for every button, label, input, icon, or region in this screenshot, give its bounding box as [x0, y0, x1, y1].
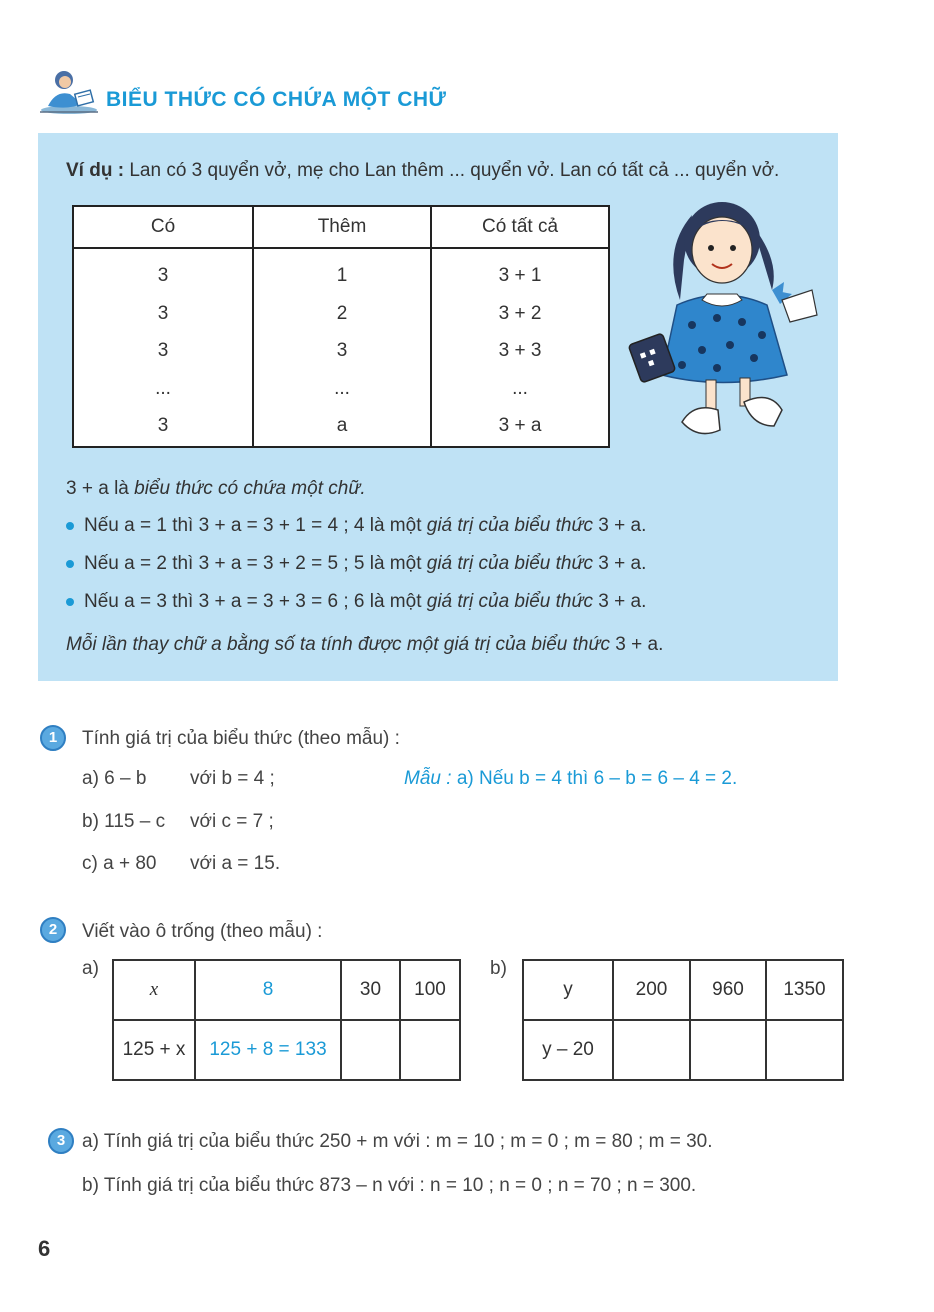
example-intro-text: Lan có 3 quyển vở, mẹ cho Lan thêm ... quyển vở. Lan có tất cả ... quyển vở.	[129, 160, 780, 181]
exercise-2b-table	[522, 959, 844, 1081]
cell-expression: y – 20	[523, 1020, 613, 1080]
cell: 3 + 1	[498, 265, 542, 286]
bullet-post: 3 + a.	[598, 591, 647, 612]
cell-value: 30	[341, 960, 400, 1020]
column-add	[253, 248, 431, 447]
table-row	[113, 1020, 460, 1080]
cell-value: 960	[690, 960, 766, 1020]
lesson-title: BIỂU THỨC CÓ CHỨA MỘT CHỮ	[106, 88, 447, 111]
bullet-post: 3 + a.	[598, 515, 647, 536]
definition-pre: 3 + a là	[66, 478, 129, 499]
exercise-1c-expr: c) a + 80	[82, 853, 157, 874]
bullet-item	[66, 515, 646, 537]
cell-value: 1350	[766, 960, 843, 1020]
answer-cell[interactable]	[613, 1020, 690, 1080]
example-table-row	[73, 248, 609, 447]
answer-cell[interactable]	[766, 1020, 843, 1080]
table-row	[523, 1020, 843, 1080]
bullet-pre: Nếu a = 1 thì 3 + a = 3 + 1 = 4 ; 4 là một	[84, 515, 422, 536]
cell-sample-result: 125 + 8 = 133	[195, 1020, 341, 1080]
exercise-1a-expr: a) 6 – b	[82, 768, 147, 789]
bullet-post: 3 + a.	[598, 553, 647, 574]
exercise-1-sample	[404, 768, 737, 790]
exercise-1c-cond: với a = 15.	[190, 853, 281, 874]
cell: ...	[155, 377, 171, 399]
cell: 3	[157, 340, 169, 361]
exercise-2-instruction: Viết vào ô trống (theo mẫu) :	[82, 921, 323, 942]
bullet-item	[66, 591, 646, 613]
bullet-term: giá trị của biểu thức	[426, 553, 594, 574]
conclusion	[66, 634, 663, 656]
column-total	[431, 248, 609, 447]
page-number: 6	[38, 1236, 51, 1261]
cell: 3	[157, 415, 169, 436]
bullet-item	[66, 553, 646, 575]
cell-variable: y	[523, 960, 613, 1020]
cell-value: 200	[613, 960, 690, 1020]
definition-term: biểu thức có chứa một chữ.	[134, 478, 366, 499]
table-row	[523, 960, 843, 1020]
reading-child-icon	[38, 66, 100, 116]
cell: ...	[512, 377, 528, 399]
exercise-3a: a) Tính giá trị của biểu thức 250 + m với : m = 10 ; m = 0 ; m = 80 ; m = 30.	[82, 1131, 713, 1152]
answer-cell[interactable]	[690, 1020, 766, 1080]
cell: 3 + 3	[498, 340, 542, 361]
column-have	[73, 248, 253, 447]
sample-text: a) Nếu b = 4 thì 6 – b = 6 – 4 = 2.	[456, 768, 738, 789]
exercise-2b-label: b)	[490, 958, 507, 979]
exercise-1-instruction: Tính giá trị của biểu thức (theo mẫu) :	[82, 728, 400, 749]
header-have: Có	[73, 206, 253, 248]
cell-expression: 125 + x	[113, 1020, 195, 1080]
cell: 2	[336, 302, 348, 324]
example-label: Ví dụ :	[66, 160, 125, 181]
bullet-icon	[66, 560, 74, 568]
exercise-2a-table	[112, 959, 461, 1081]
answer-cell[interactable]	[400, 1020, 460, 1080]
example-table-header	[73, 206, 609, 248]
bullet-icon	[66, 598, 74, 606]
example-table	[72, 205, 610, 448]
cell: 3	[157, 265, 169, 286]
exercise-1b-cond: với c = 7 ;	[190, 811, 274, 832]
sample-label: Mẫu :	[404, 768, 452, 789]
exercise-1a-cond: với b = 4 ;	[190, 768, 275, 789]
exercise-1-badge: 1	[40, 725, 66, 751]
bullet-term: giá trị của biểu thức	[426, 591, 594, 612]
exercise-1b-expr: b) 115 – c	[82, 811, 166, 832]
example-intro	[66, 160, 779, 182]
definition-line	[66, 478, 366, 500]
cell-variable: x	[113, 960, 195, 1020]
header-total: Có tất cả	[431, 206, 609, 248]
cell: 3	[336, 340, 348, 361]
bullet-term: giá trị của biểu thức	[426, 515, 594, 536]
cell-sample-value: 8	[195, 960, 341, 1020]
exercise-3b: b) Tính giá trị của biểu thức 873 – n với : n = 10 ; n = 0 ; n = 70 ; n = 300.	[82, 1175, 697, 1196]
answer-cell[interactable]	[341, 1020, 400, 1080]
cell: 3 + 2	[498, 302, 542, 324]
cell: 1	[336, 265, 348, 286]
cell: 3 + a	[498, 415, 542, 436]
bullet-icon	[66, 522, 74, 530]
cell: 3	[157, 302, 169, 324]
exercise-3-badge: 3	[48, 1128, 74, 1154]
bullet-pre: Nếu a = 3 thì 3 + a = 3 + 3 = 6 ; 6 là một	[84, 591, 422, 612]
conclusion-expr: 3 + a.	[615, 634, 664, 655]
girl-illustration	[622, 190, 834, 450]
cell: a	[336, 415, 348, 436]
table-row	[113, 960, 460, 1020]
cell: ...	[334, 377, 350, 399]
conclusion-text: Mỗi lần thay chữ a bằng số ta tính được một giá trị của biểu thức	[66, 634, 611, 655]
cell-value: 100	[400, 960, 460, 1020]
bullet-pre: Nếu a = 2 thì 3 + a = 3 + 2 = 5 ; 5 là một	[84, 553, 422, 574]
header-add: Thêm	[253, 206, 431, 248]
exercise-2a-label: a)	[82, 958, 99, 979]
exercise-2-badge: 2	[40, 917, 66, 943]
